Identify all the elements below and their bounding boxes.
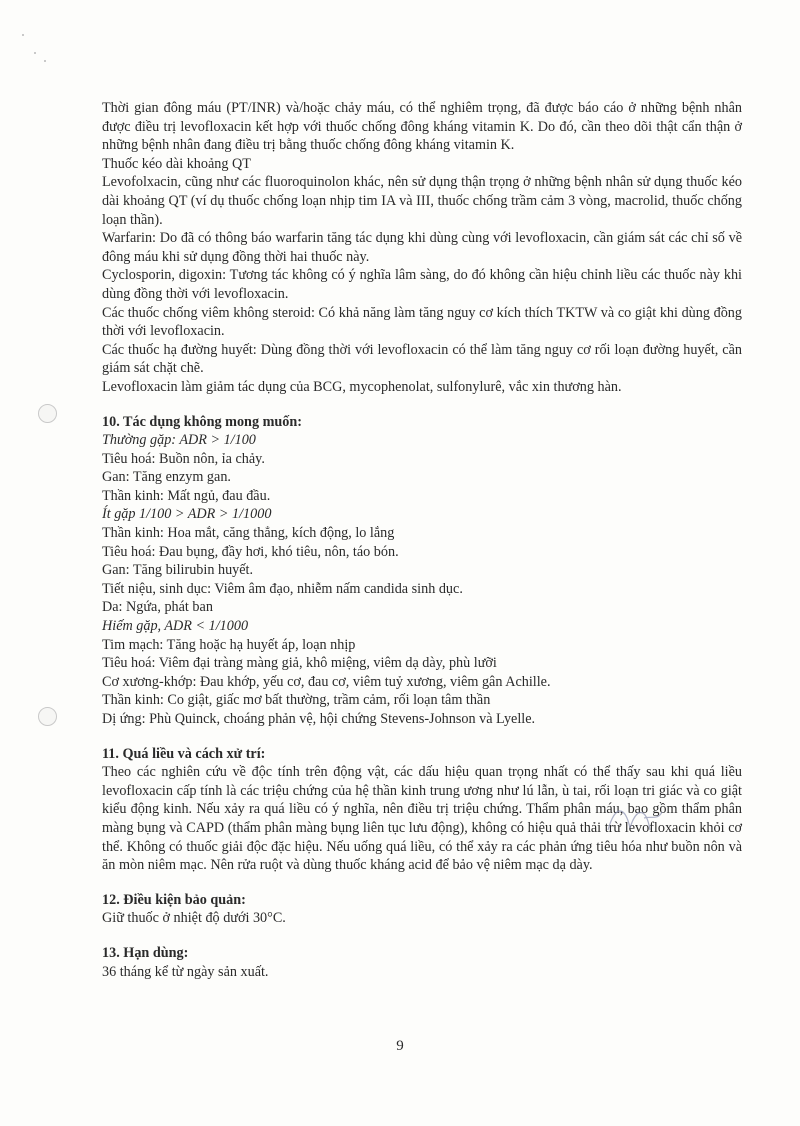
binder-hole [38,707,57,726]
paragraph-cyclosporin: Cyclosporin, digoxin: Tương tác không có ý nghĩa lâm sàng, do đó không cần hiệu chỉnh liều các thuốc này khi dùng đồng thời với levofloxacin. [102,267,742,302]
list-item: Da: Ngứa, phát ban [102,599,213,616]
list-item: Tiêu hoá: Viêm đại tràng màng giả, khô miệng, viêm dạ dày, phù lưỡi [102,655,497,672]
list-item: Gan: Tăng enzym gan. [102,469,231,486]
section-12-heading: 12. Điều kiện bảo quản: [102,891,246,908]
list-item: Tim mạch: Tăng hoặc hạ huyết áp, loạn nhịp [102,636,356,653]
list-item: Cơ xương-khớp: Đau khớp, yếu cơ, đau cơ, viêm tuỷ xương, viêm gân Achille. [102,673,551,690]
section-10-heading: 10. Tác dụng không mong muốn: [102,413,303,430]
paragraph-qt-title: Thuốc kéo dài khoảng QT [102,155,251,172]
section-12-text: Giữ thuốc ở nhiệt độ dưới 30°C. [102,910,286,927]
list-item: Thần kinh: Mất ngủ, đau đầu. [102,487,271,504]
common-label: Thường gặp: ADR > 1/100 [102,432,256,449]
list-item: Gan: Tăng bilirubin huyết. [102,562,254,579]
page-number: 9 [396,1038,404,1054]
paragraph-warfarin: Warfarin: Do đã có thông báo warfarin tăng tác dụng khi dùng cùng với levofloxacin, cần giám sát các chỉ số về đông máu khi sử dụng đồng thời hai thuốc này. [102,230,742,265]
list-item: Thần kinh: Hoa mắt, căng thẳng, kích động, lo lắng [102,525,395,542]
document-body [102,99,742,981]
list-item: Dị ứng: Phù Quinck, choáng phản vệ, hội chứng Stevens-Johnson và Lyelle. [102,711,536,727]
list-item: Tiết niệu, sinh dục: Viêm âm đạo, nhiễm nấm candida sinh dục. [102,580,463,597]
section-13-text: 36 tháng kể từ ngày sản xuất. [102,963,269,980]
paragraph-anticoagulant: Thời gian đông máu (PT/INR) và/hoặc chảy máu, có thể nghiêm trọng, đã được báo cáo ở những bệnh nhân được điều trị levofloxacin kết hợp với thuốc chống đông kháng vitamin K. Do đó, cần theo dõi thật cẩn thận ở những bệnh nhân đang điều trị bằng thuốc chống đông kháng vitamin K. [102,100,742,154]
uncommon-label: Ít gặp 1/100 > ADR > 1/1000 [102,506,272,523]
binder-hole [38,404,57,423]
paragraph-bcg: Levofloxacin làm giảm tác dụng của BCG, mycophenolat, sulfonylurê, vắc xin thương hàn. [102,378,622,395]
list-item: Thần kinh: Co giật, giấc mơ bất thường, trầm cảm, rối loạn tâm thần [102,692,491,709]
rare-label: Hiếm gặp, ADR < 1/1000 [102,618,249,635]
section-11-text: Theo các nghiên cứu về độc tính trên động vật, các dấu hiệu quan trọng nhất có thể thấy sau khi quá liều levofloxacin cấp tính là các triệu chứng của hệ thần kinh trung ương như lú lẫn, ù tai, rối loạn tri giác và co giật kiểu động kinh. Nếu xảy ra quá liều có ý nghĩa, nên điều trị triệu chứng. Thẩm phân máu, bao gồm thẩm phân màng bụng và CAPD (thẩm phân màng bụng liên tục lưu động), không có hiệu quả thải trừ levofloxacin khỏi cơ thể. Không có thuốc giải độc đặc hiệu. Nếu uống quá liều, có thể xảy ra các phản ứng tiêu hóa như buồn nôn và ăn mòn niêm mạc. Nên rửa ruột và dùng thuốc kháng acid để bảo vệ niêm mạc dạ dày. [102,764,742,874]
section-13-heading: 13. Hạn dùng: [102,944,189,961]
paragraph-qt: Levofolxacin, cũng như các fluoroquinolon khác, nên sử dụng thận trọng ở những bệnh nhân sử dụng thuốc kéo dài khoảng QT (ví dụ thuốc chống loạn nhịp tim IA và III, thuốc chống trầm cảm 3 vòng, macrolid, thuốc chống loạn thần). [102,174,742,228]
list-item: Tiêu hoá: Đau bụng, đầy hơi, khó tiêu, nôn, táo bón. [102,543,399,560]
scan-specks [20,30,60,70]
initials-stamp [600,800,670,840]
list-item: Tiêu hoá: Buồn nôn, ỉa chảy. [102,450,265,467]
paragraph-hypoglycemic: Các thuốc hạ đường huyết: Dùng đồng thời với levofloxacin có thể làm tăng nguy cơ rối loạn đường huyết, cần giám sát chặt chẽ. [102,341,742,377]
section-11-heading: 11. Quá liều và cách xử trí: [102,745,266,762]
paragraph-nsaid: Các thuốc chống viêm không steroid: Có khả năng làm tăng nguy cơ kích thích TKTW và co giật khi dùng đồng thời với levofloxacin. [102,304,742,340]
